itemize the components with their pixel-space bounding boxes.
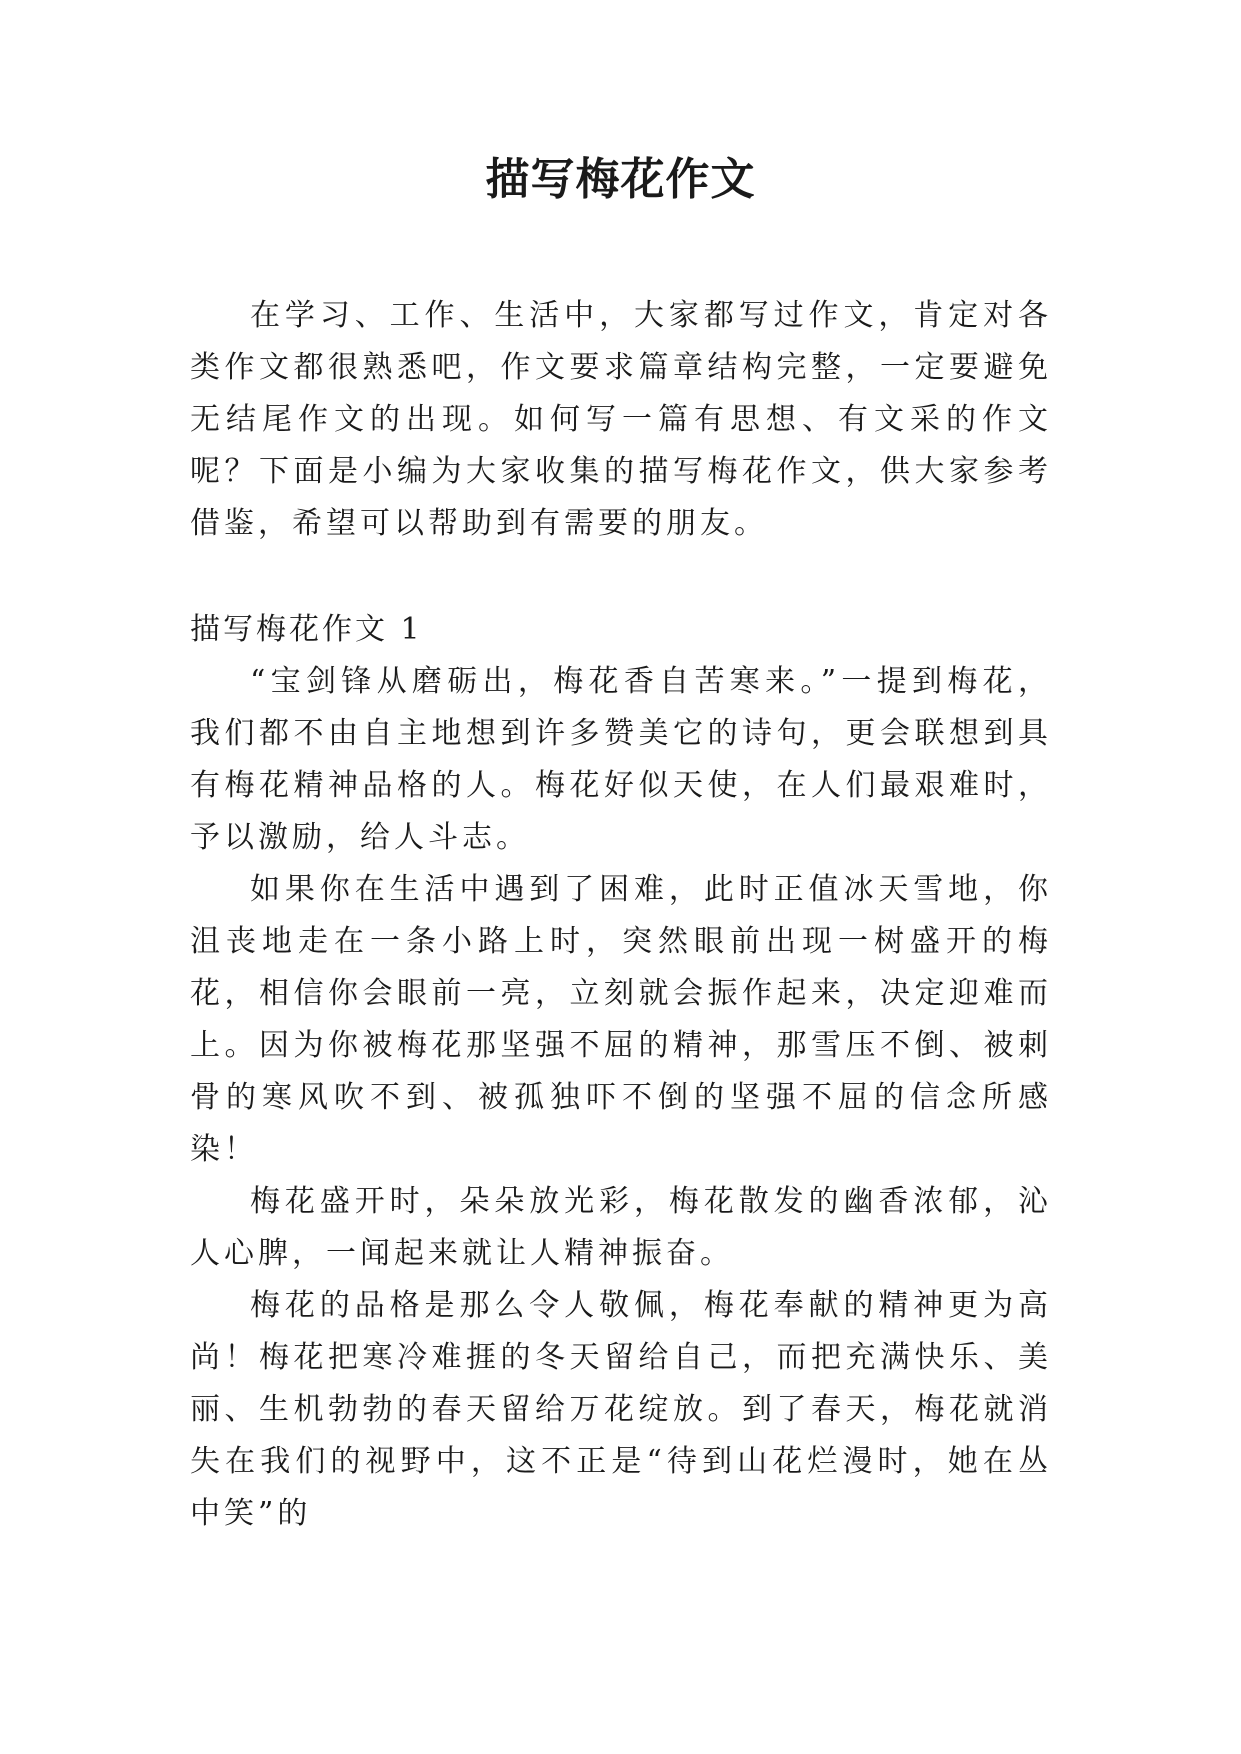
document-body (190, 290, 1052, 1540)
intro-paragraph: 在学习、工作、生活中，大家都写过作文，肯定对各类作文都很熟悉吧，作文要求篇章结构完整，一定要避免无结尾作文的出现。如何写一篇有思想、有文采的作文呢？下面是小编为大家收集的描写梅花作文，供大家参考借鉴，希望可以帮助到有需要的朋友。 (190, 298, 1052, 541)
document-title: 描写梅花作文 (485, 154, 756, 205)
body-paragraph: 梅花盛开时，朵朵放光彩，梅花散发的幽香浓郁，沁人心脾，一闻起来就让人精神振奋。 (190, 1184, 1052, 1271)
section-heading: 描写梅花作文 1 (190, 612, 423, 647)
body-paragraph: 梅花的品格是那么令人敬佩，梅花奉献的精神更为高尚！梅花把寒冷难捱的冬天留给自己，而把充满快乐、美丽、生机勃勃的春天留给万花绽放。到了春天，梅花就消失在我们的视野中，这不正是“待到山花烂漫时，她在丛中笑”的 (190, 1288, 1052, 1531)
body-paragraph: “宝剑锋从磨砺出，梅花香自苦寒来。”一提到梅花，我们都不由自主地想到许多赞美它的诗句，更会联想到具有梅花精神品格的人。梅花好似天使，在人们最艰难时，予以激励，给人斗志。 (190, 664, 1052, 855)
body-paragraph: 如果你在生活中遇到了困难，此时正值冰天雪地，你沮丧地走在一条小路上时，突然眼前出现一树盛开的梅花，相信你会眼前一亮，立刻就会振作起来，决定迎难而上。因为你被梅花那坚强不屈的精神，那雪压不倒、被刺骨的寒风吹不到、被孤独吓不倒的坚强不屈的信念所感染！ (190, 872, 1052, 1167)
